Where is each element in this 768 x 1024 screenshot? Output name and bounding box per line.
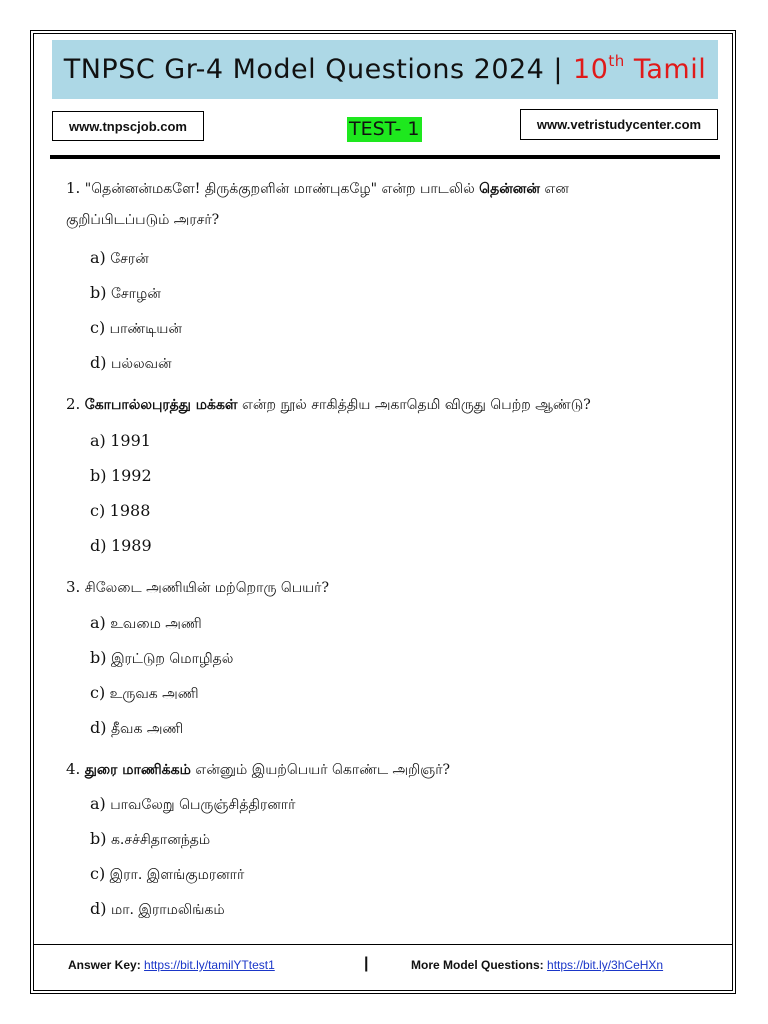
option-text: இரட்டுற மொழிதல் (110, 651, 234, 667)
title-accent (573, 54, 706, 85)
question-2 (66, 394, 591, 415)
question-bold: கோபால்லபுரத்து மக்கள் (84, 397, 238, 413)
option-letter: d) (90, 353, 107, 372)
title-accent-num: 10 (573, 54, 609, 85)
answer-key-label: Answer Key: (68, 958, 141, 972)
question-number: 4. (66, 760, 81, 778)
option-3d[interactable] (90, 718, 183, 739)
question-number: 3. (66, 578, 81, 596)
option-4d[interactable] (90, 899, 225, 920)
option-1c[interactable] (90, 318, 182, 339)
option-letter: d) (90, 718, 107, 737)
question-bold: துரை மாணிக்கம் (84, 762, 191, 778)
question-text-end: என (539, 181, 569, 197)
footer-separator: | (364, 955, 369, 972)
title-accent-sup: th (608, 52, 625, 70)
option-text: சேரன் (110, 251, 149, 267)
option-text: 1989 (110, 536, 152, 555)
option-2a[interactable] (90, 431, 151, 452)
website-left-box[interactable] (52, 111, 204, 141)
option-text: உருவக அணி (109, 686, 199, 702)
question-1-continuation: குறிப்பிடப்படும் அரசர்? (66, 212, 220, 228)
option-letter: c) (90, 318, 106, 337)
option-letter: c) (90, 501, 106, 520)
footer-answer-key (68, 958, 275, 972)
title-accent-rest: Tamil (624, 54, 707, 85)
footer-divider (34, 944, 732, 945)
option-text: 1988 (109, 501, 151, 520)
option-letter: c) (90, 683, 106, 702)
option-letter: a) (90, 613, 106, 632)
option-4c[interactable] (90, 864, 244, 885)
more-questions-link[interactable]: https://bit.ly/3hCeHXn (547, 958, 664, 972)
option-text: பாவலேறு பெருஞ்சித்திரனார் (110, 797, 296, 813)
more-questions-label: More Model Questions: (411, 958, 544, 972)
option-text: தீவக அணி (110, 721, 184, 737)
option-text: பல்லவன் (110, 356, 172, 372)
footer-more-questions (411, 958, 663, 972)
website-right-box[interactable] (520, 109, 718, 140)
option-1d[interactable] (90, 353, 172, 374)
option-4b[interactable] (90, 829, 210, 850)
question-number: 2. (66, 395, 81, 413)
question-1 (66, 178, 569, 199)
question-4 (66, 759, 450, 780)
option-letter: b) (90, 283, 107, 302)
question-number: 1. (66, 179, 81, 197)
option-text: 1991 (110, 431, 151, 450)
title-main: TNPSC Gr-4 Model Questions 2024 | (63, 54, 564, 85)
question-3 (66, 577, 329, 598)
option-text: இரா. இளங்குமரனார் (109, 867, 245, 883)
option-2d[interactable] (90, 536, 152, 557)
option-3c[interactable] (90, 683, 199, 704)
option-letter: a) (90, 431, 106, 450)
option-letter: b) (90, 648, 107, 667)
header-divider (50, 155, 720, 159)
test-label: TEST- 1 (349, 118, 420, 140)
option-letter: b) (90, 466, 107, 485)
option-letter: d) (90, 536, 107, 555)
option-letter: d) (90, 899, 107, 918)
answer-key-link[interactable]: https://bit.ly/tamilYTtest1 (144, 958, 275, 972)
option-text: பாண்டியன் (109, 321, 182, 337)
question-text: சிலேடை அணியின் மற்றொரு பெயர்? (84, 580, 330, 596)
option-text: உவமை அணி (110, 616, 202, 632)
option-2b[interactable] (90, 466, 152, 487)
option-3b[interactable] (90, 648, 233, 669)
question-text: என்னும் இயற்பெயர் கொண்ட அறிஞர்? (190, 762, 451, 778)
option-letter: c) (90, 864, 106, 883)
question-bold: தென்னன் (479, 181, 540, 197)
option-text: க.சச்சிதானந்தம் (110, 832, 211, 848)
question-text: என்ற நூல் சாகித்திய அகாதெமி விருது பெற்ற ஆண்டு? (237, 397, 591, 413)
option-letter: a) (90, 794, 106, 813)
option-text: சோழன் (110, 286, 161, 302)
title-banner (52, 40, 718, 99)
website-left[interactable]: www.tnpscjob.com (69, 118, 187, 134)
option-1a[interactable] (90, 248, 149, 269)
option-4a[interactable] (90, 794, 295, 815)
website-right[interactable]: www.vetristudycenter.com (536, 117, 702, 132)
option-2c[interactable] (90, 501, 150, 522)
option-3a[interactable] (90, 613, 202, 634)
option-text: 1992 (110, 466, 152, 485)
option-letter: b) (90, 829, 107, 848)
option-text: மா. இராமலிங்கம் (110, 902, 225, 918)
question-text: "தென்னன்மகளே! திருக்குறளின் மாண்புகழே" என்ற பாடலில் (84, 181, 480, 197)
option-1b[interactable] (90, 283, 161, 304)
option-letter: a) (90, 248, 106, 267)
